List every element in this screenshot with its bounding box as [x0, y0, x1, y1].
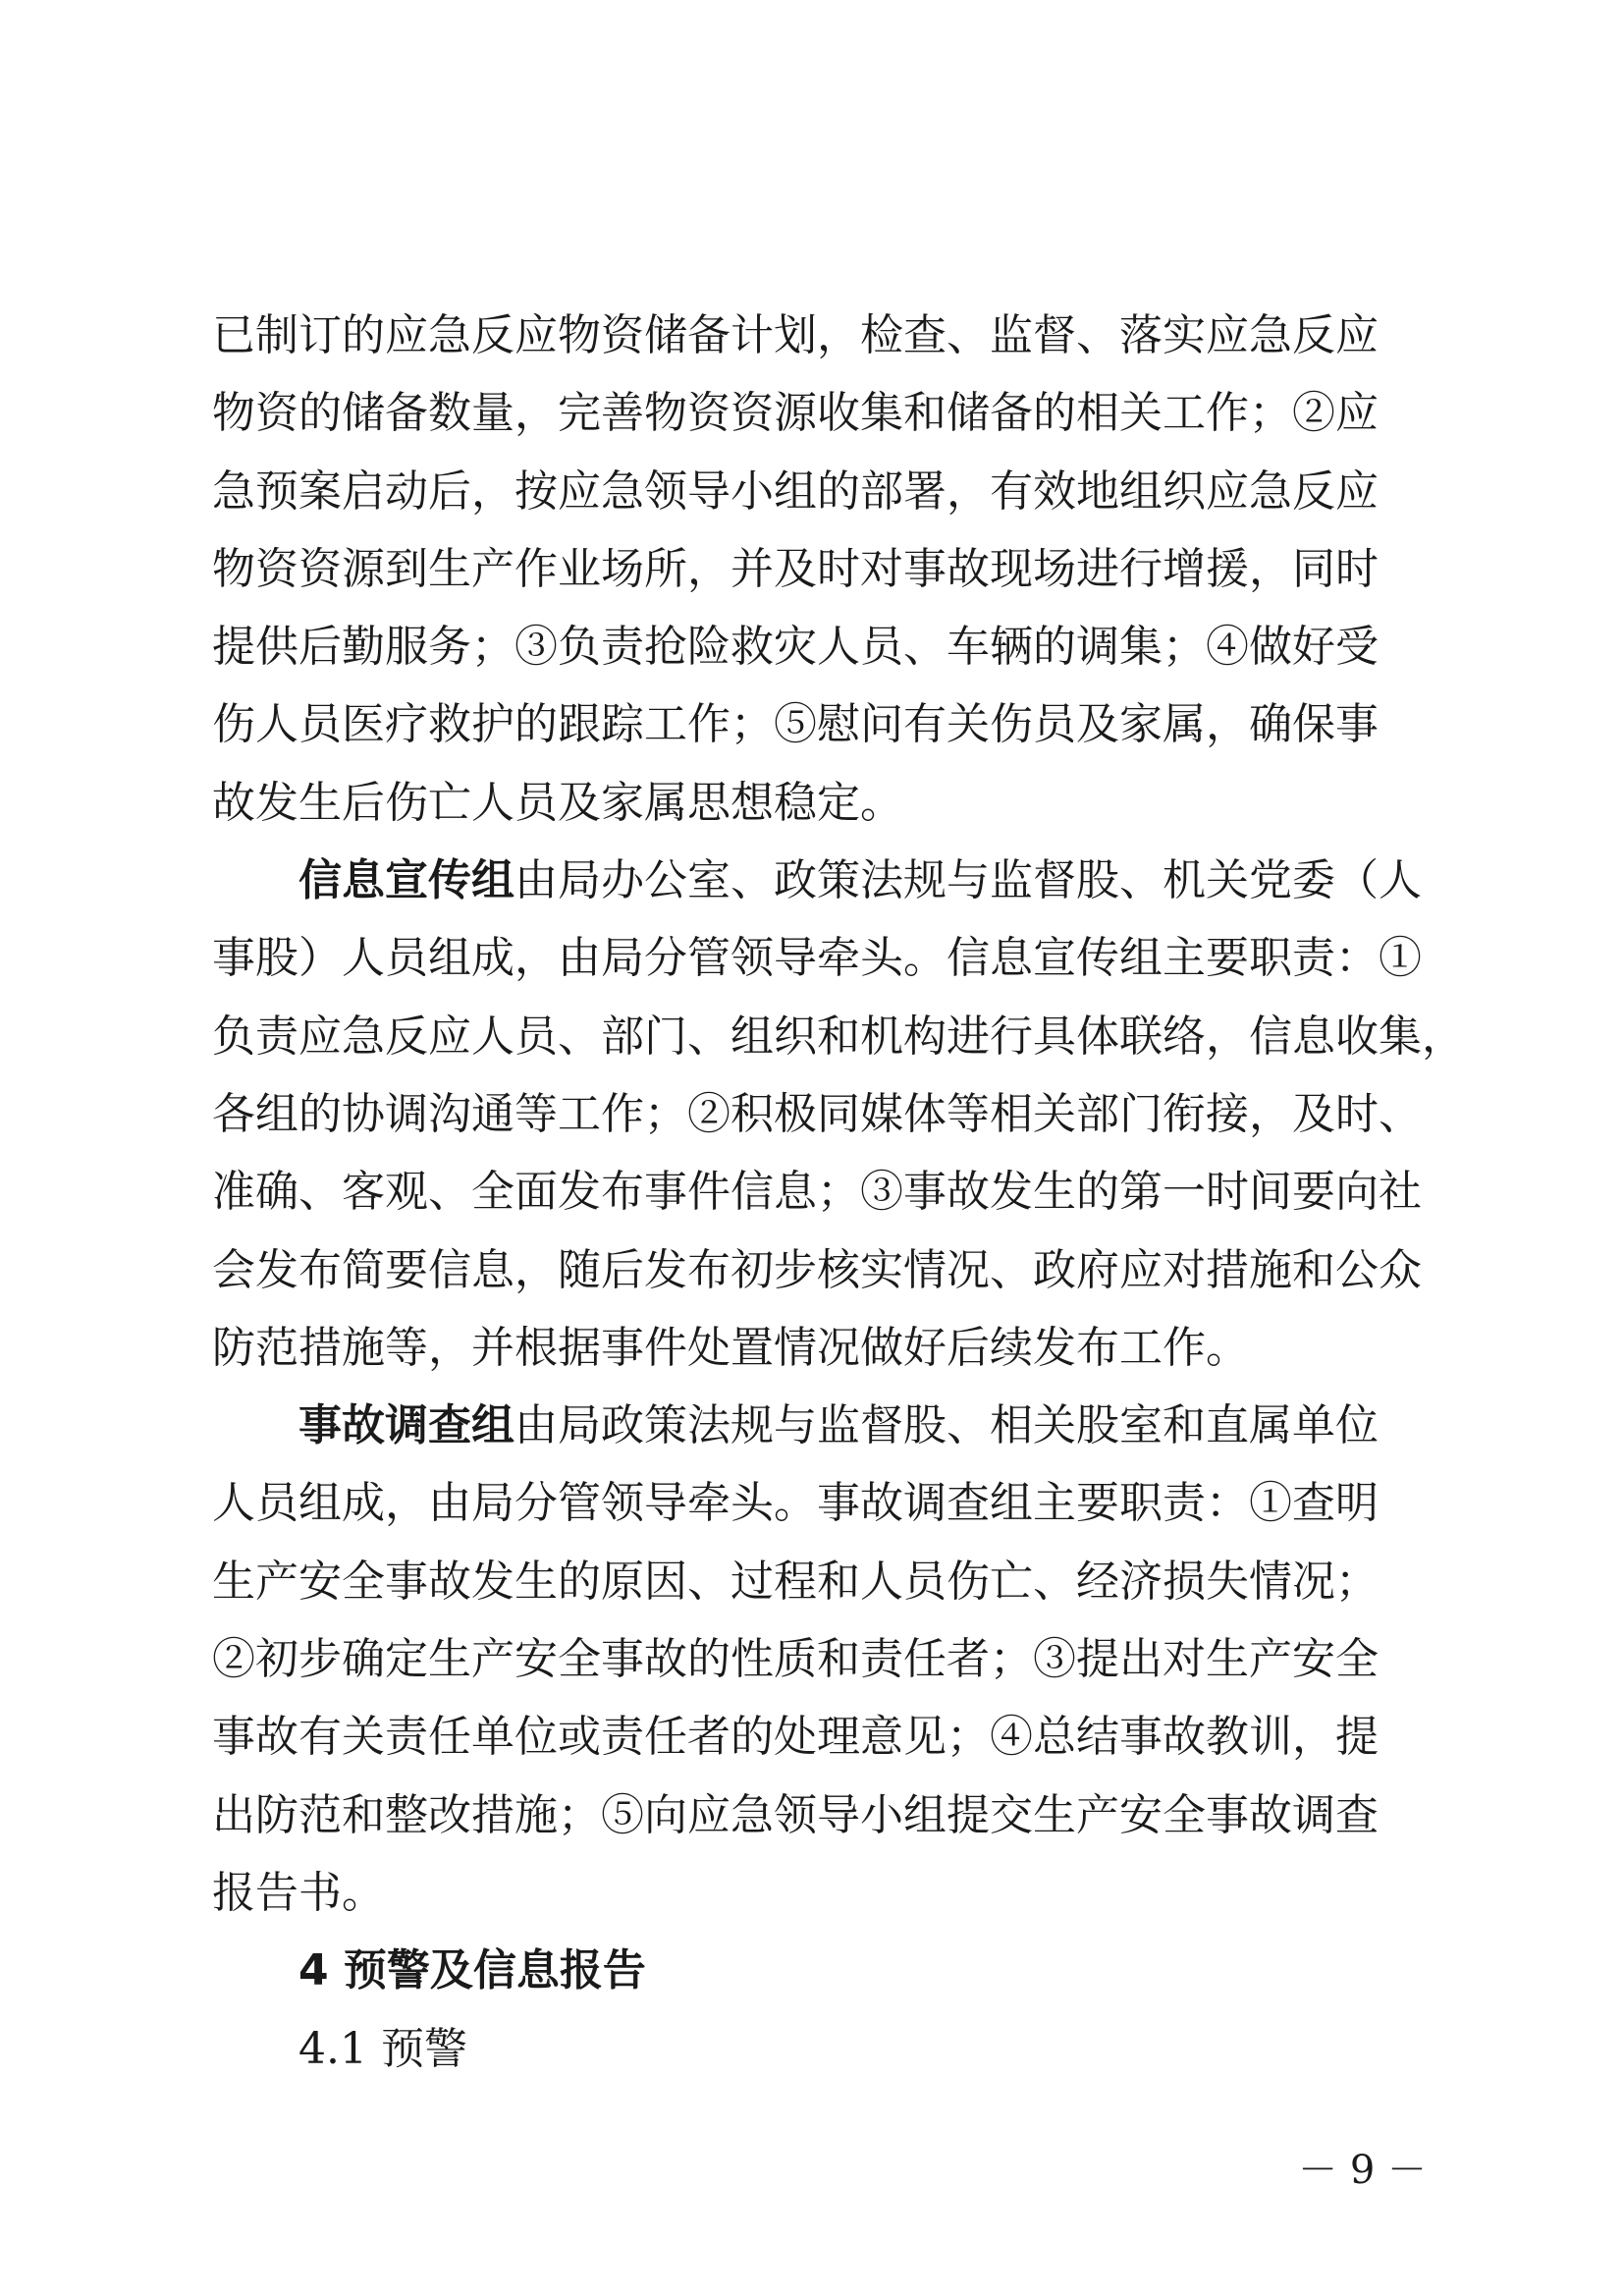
text-line: 故发生后伤亡人员及家属思想稳定。: [212, 777, 903, 828]
text-line: 准确、客观、全面发布事件信息；③事故发生的第一时间要向社: [212, 1167, 1422, 1218]
text-line: 提供后勤服务；③负责抢险救灾人员、车辆的调集；④做好受: [212, 622, 1379, 673]
subsection-heading: 4.1 预警: [298, 2023, 467, 2074]
text-line: 生产安全事故发生的原因、过程和人员伤亡、经济损失情况；: [212, 1556, 1379, 1607]
text-line: [212, 842, 1430, 919]
text-line: 急预案启动后，按应急领导小组的部署，有效地组织应急反应: [212, 465, 1379, 517]
text-line: [212, 1387, 1430, 1464]
text-span: 由局办公室、政策法规与监督股、机关党委（人: [514, 855, 1422, 906]
text-line: ②初步确定生产安全事故的性质和责任者；③提出对生产安全: [212, 1634, 1379, 1685]
group-name-bold: 信息宣传组: [298, 855, 514, 906]
paragraph-info-publicity-group: [212, 842, 1465, 1387]
text-line: 防范措施等，并根据事件处置情况做好后续发布工作。: [212, 1322, 1249, 1373]
group-name-bold: 事故调查组: [298, 1400, 514, 1451]
text-line: 各组的协调沟通等工作；②积极同媒体等相关部门衔接，及时、: [212, 1088, 1422, 1139]
body-text: [212, 297, 1465, 2088]
text-line: 事故有关责任单位或责任者的处理意见；④总结事故教训，提: [212, 1712, 1379, 1763]
text-line: 已制订的应急反应物资储备计划，检查、监督、落实应急反应: [212, 310, 1379, 360]
text-line: 事股）人员组成，由局分管领导牵头。信息宣传组主要职责：①: [212, 933, 1422, 984]
text-line: 伤人员医疗救护的跟踪工作；⑤慰问有关伤员及家属，确保事: [212, 699, 1379, 750]
text-line: 人员组成，由局分管领导牵头。事故调查组主要职责：①查明: [212, 1478, 1379, 1529]
text-line: 报告书。: [212, 1867, 385, 1918]
page-number: － 9 －: [1298, 2148, 1427, 2193]
section-heading: 4 预警及信息报告: [298, 1945, 646, 1996]
text-span: 由局政策法规与监督股、相关股室和直属单位: [514, 1400, 1379, 1451]
paragraph-material-support: [212, 297, 1430, 842]
text-line: 出防范和整改措施；⑤向应急领导小组提交生产安全事故调查: [212, 1789, 1379, 1840]
text-line: 物资资源到生产作业场所，并及时对事故现场进行增援，同时: [212, 543, 1379, 594]
paragraph-accident-investigation-group: [212, 1387, 1430, 1932]
text-line: 物资的储备数量，完善物资资源收集和储备的相关工作；②应: [212, 388, 1379, 439]
text-line: 负责应急反应人员、部门、组织和机构进行具体联络，信息收集，: [212, 1011, 1465, 1062]
text-line: 会发布简要信息，随后发布初步核实情况、政府应对措施和公众: [212, 1244, 1422, 1295]
